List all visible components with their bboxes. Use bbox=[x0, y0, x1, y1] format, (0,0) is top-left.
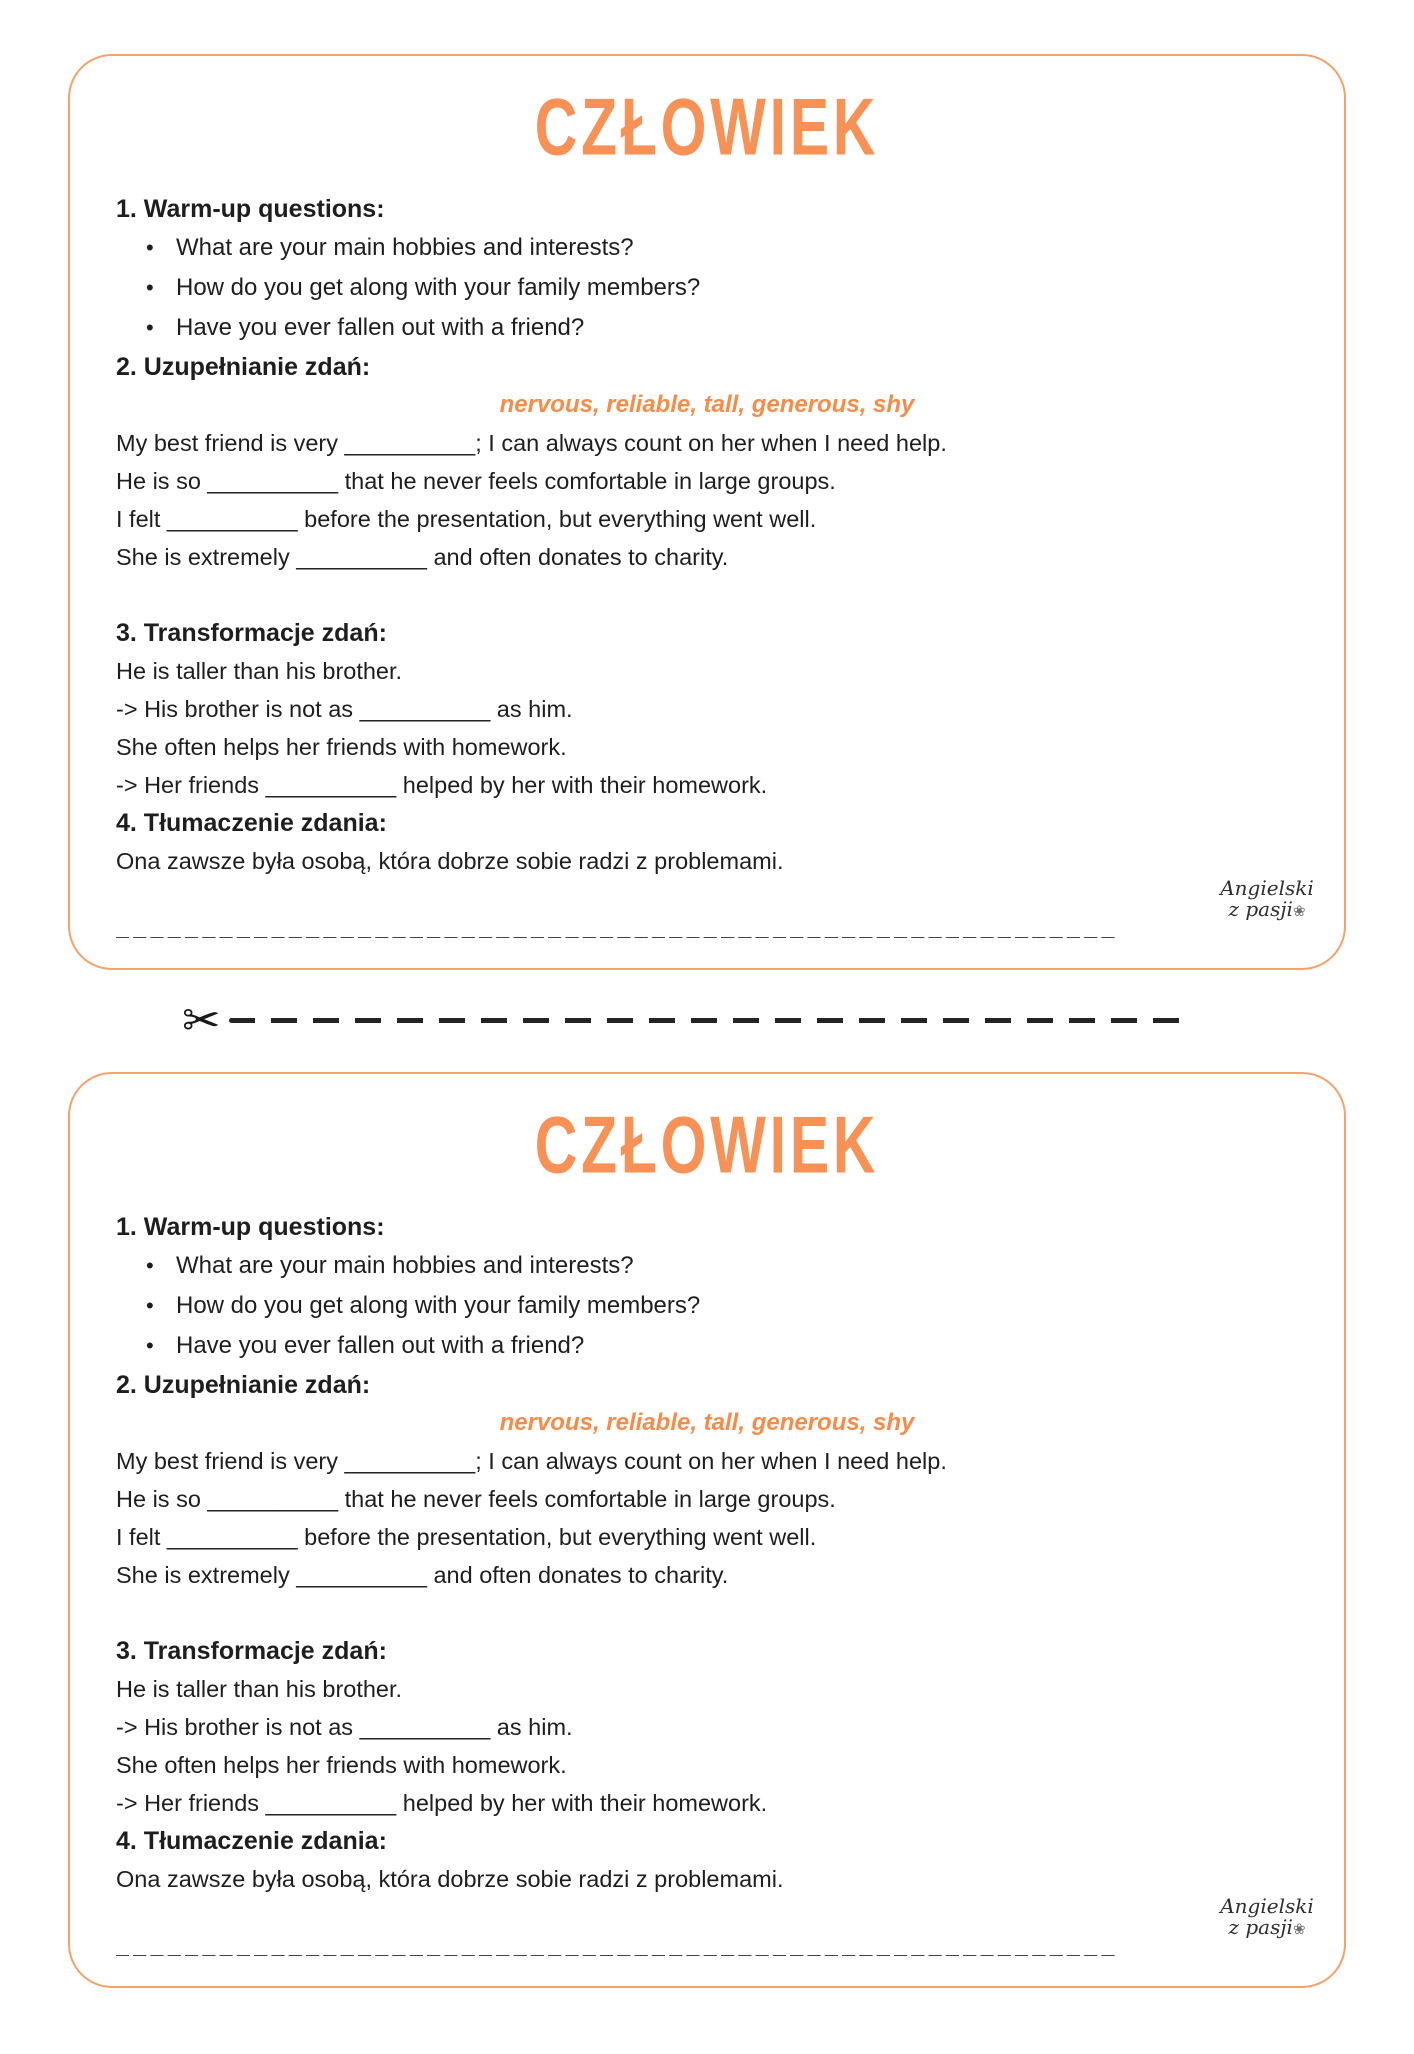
warmup-question: What are your main hobbies and interests? bbox=[176, 1252, 634, 1279]
transform-line: -> Her friends __________ helped by her with their homework. bbox=[116, 772, 768, 798]
bullet-icon: • bbox=[146, 1253, 154, 1278]
brand-logo-line1: Angielski bbox=[1220, 876, 1314, 900]
translate-sentence: Ona zawsze była osobą, która dobrze sobie radzi z problemami. bbox=[116, 848, 784, 874]
flower-icon: ❀ bbox=[1292, 1920, 1306, 1938]
transform-line: -> His brother is not as __________ as him. bbox=[116, 696, 573, 722]
fill-sentence: She is extremely __________ and often donates to charity. bbox=[116, 1562, 729, 1588]
warmup-question: Have you ever fallen out with a friend? bbox=[176, 1332, 585, 1359]
bullet-icon: • bbox=[146, 1333, 154, 1358]
translate-heading: 4. Tłumaczenie zdania: bbox=[116, 809, 387, 837]
bullet-icon: • bbox=[146, 1293, 154, 1318]
transform-line: She often helps her friends with homework. bbox=[116, 734, 567, 760]
list-item bbox=[116, 308, 1298, 348]
transform-line: -> Her friends __________ helped by her with their homework. bbox=[116, 1790, 768, 1816]
fill-sentence: I felt __________ before the presentation, but everything went well. bbox=[116, 506, 817, 532]
answer-line: __________________________________________________________ bbox=[116, 914, 1119, 940]
list-item bbox=[116, 1326, 1298, 1366]
fill-sentence: My best friend is very __________; I can always count on her when I need help. bbox=[116, 1448, 947, 1474]
worksheet-card-top bbox=[68, 54, 1346, 970]
bullet-icon: • bbox=[146, 275, 154, 300]
page-title: CZŁOWIEK bbox=[534, 83, 880, 173]
fill-heading: 2. Uzupełnianie zdań: bbox=[116, 1371, 371, 1399]
fill-sentence: I felt __________ before the presentation, but everything went well. bbox=[116, 1524, 817, 1550]
word-bank: nervous, reliable, tall, generous, shy bbox=[499, 1409, 915, 1436]
transform-line: He is taller than his brother. bbox=[116, 1676, 403, 1702]
answer-line: __________________________________________________________ bbox=[116, 1932, 1119, 1958]
fill-heading: 2. Uzupełnianie zdań: bbox=[116, 353, 371, 381]
transform-line: She often helps her friends with homework. bbox=[116, 1752, 567, 1778]
transform-heading: 3. Transformacje zdań: bbox=[116, 1637, 387, 1665]
brand-logo-line2: z pasji bbox=[1228, 897, 1293, 921]
brand-logo bbox=[1212, 878, 1322, 922]
brand-logo-line2: z pasji bbox=[1228, 1915, 1293, 1939]
warmup-question: What are your main hobbies and interests? bbox=[176, 234, 634, 261]
list-item bbox=[116, 1246, 1298, 1286]
flower-icon: ❀ bbox=[1292, 902, 1306, 920]
fill-sentence: He is so __________ that he never feels comfortable in large groups. bbox=[116, 468, 836, 494]
cut-divider bbox=[182, 992, 1414, 1048]
transform-line: He is taller than his brother. bbox=[116, 658, 403, 684]
transform-line: -> His brother is not as __________ as him. bbox=[116, 1714, 573, 1740]
word-bank: nervous, reliable, tall, generous, shy bbox=[499, 391, 915, 418]
bullet-icon: • bbox=[146, 315, 154, 340]
warmup-heading: 1. Warm-up questions: bbox=[116, 195, 385, 223]
brand-logo-line1: Angielski bbox=[1220, 1894, 1314, 1918]
transform-heading: 3. Transformacje zdań: bbox=[116, 619, 387, 647]
translate-sentence: Ona zawsze była osobą, która dobrze sobie radzi z problemami. bbox=[116, 1866, 784, 1892]
list-item bbox=[116, 228, 1298, 268]
warmup-heading: 1. Warm-up questions: bbox=[116, 1213, 385, 1241]
list-item bbox=[116, 1286, 1298, 1326]
warmup-question: How do you get along with your family members? bbox=[176, 274, 701, 301]
fill-sentence: My best friend is very __________; I can always count on her when I need help. bbox=[116, 430, 947, 456]
fill-sentence: She is extremely __________ and often donates to charity. bbox=[116, 544, 729, 570]
warmup-question: Have you ever fallen out with a friend? bbox=[176, 314, 585, 341]
bullet-icon: • bbox=[146, 235, 154, 260]
brand-logo bbox=[1212, 1896, 1322, 1940]
page-title: CZŁOWIEK bbox=[534, 1101, 880, 1191]
translate-heading: 4. Tłumaczenie zdania: bbox=[116, 1827, 387, 1855]
list-item bbox=[116, 268, 1298, 308]
scissors-icon: ✂ bbox=[182, 993, 221, 1047]
warmup-question: How do you get along with your family members? bbox=[176, 1292, 701, 1319]
cut-dashed-line bbox=[229, 1018, 1181, 1023]
worksheet-card-bottom bbox=[68, 1072, 1346, 1988]
fill-sentence: He is so __________ that he never feels comfortable in large groups. bbox=[116, 1486, 836, 1512]
